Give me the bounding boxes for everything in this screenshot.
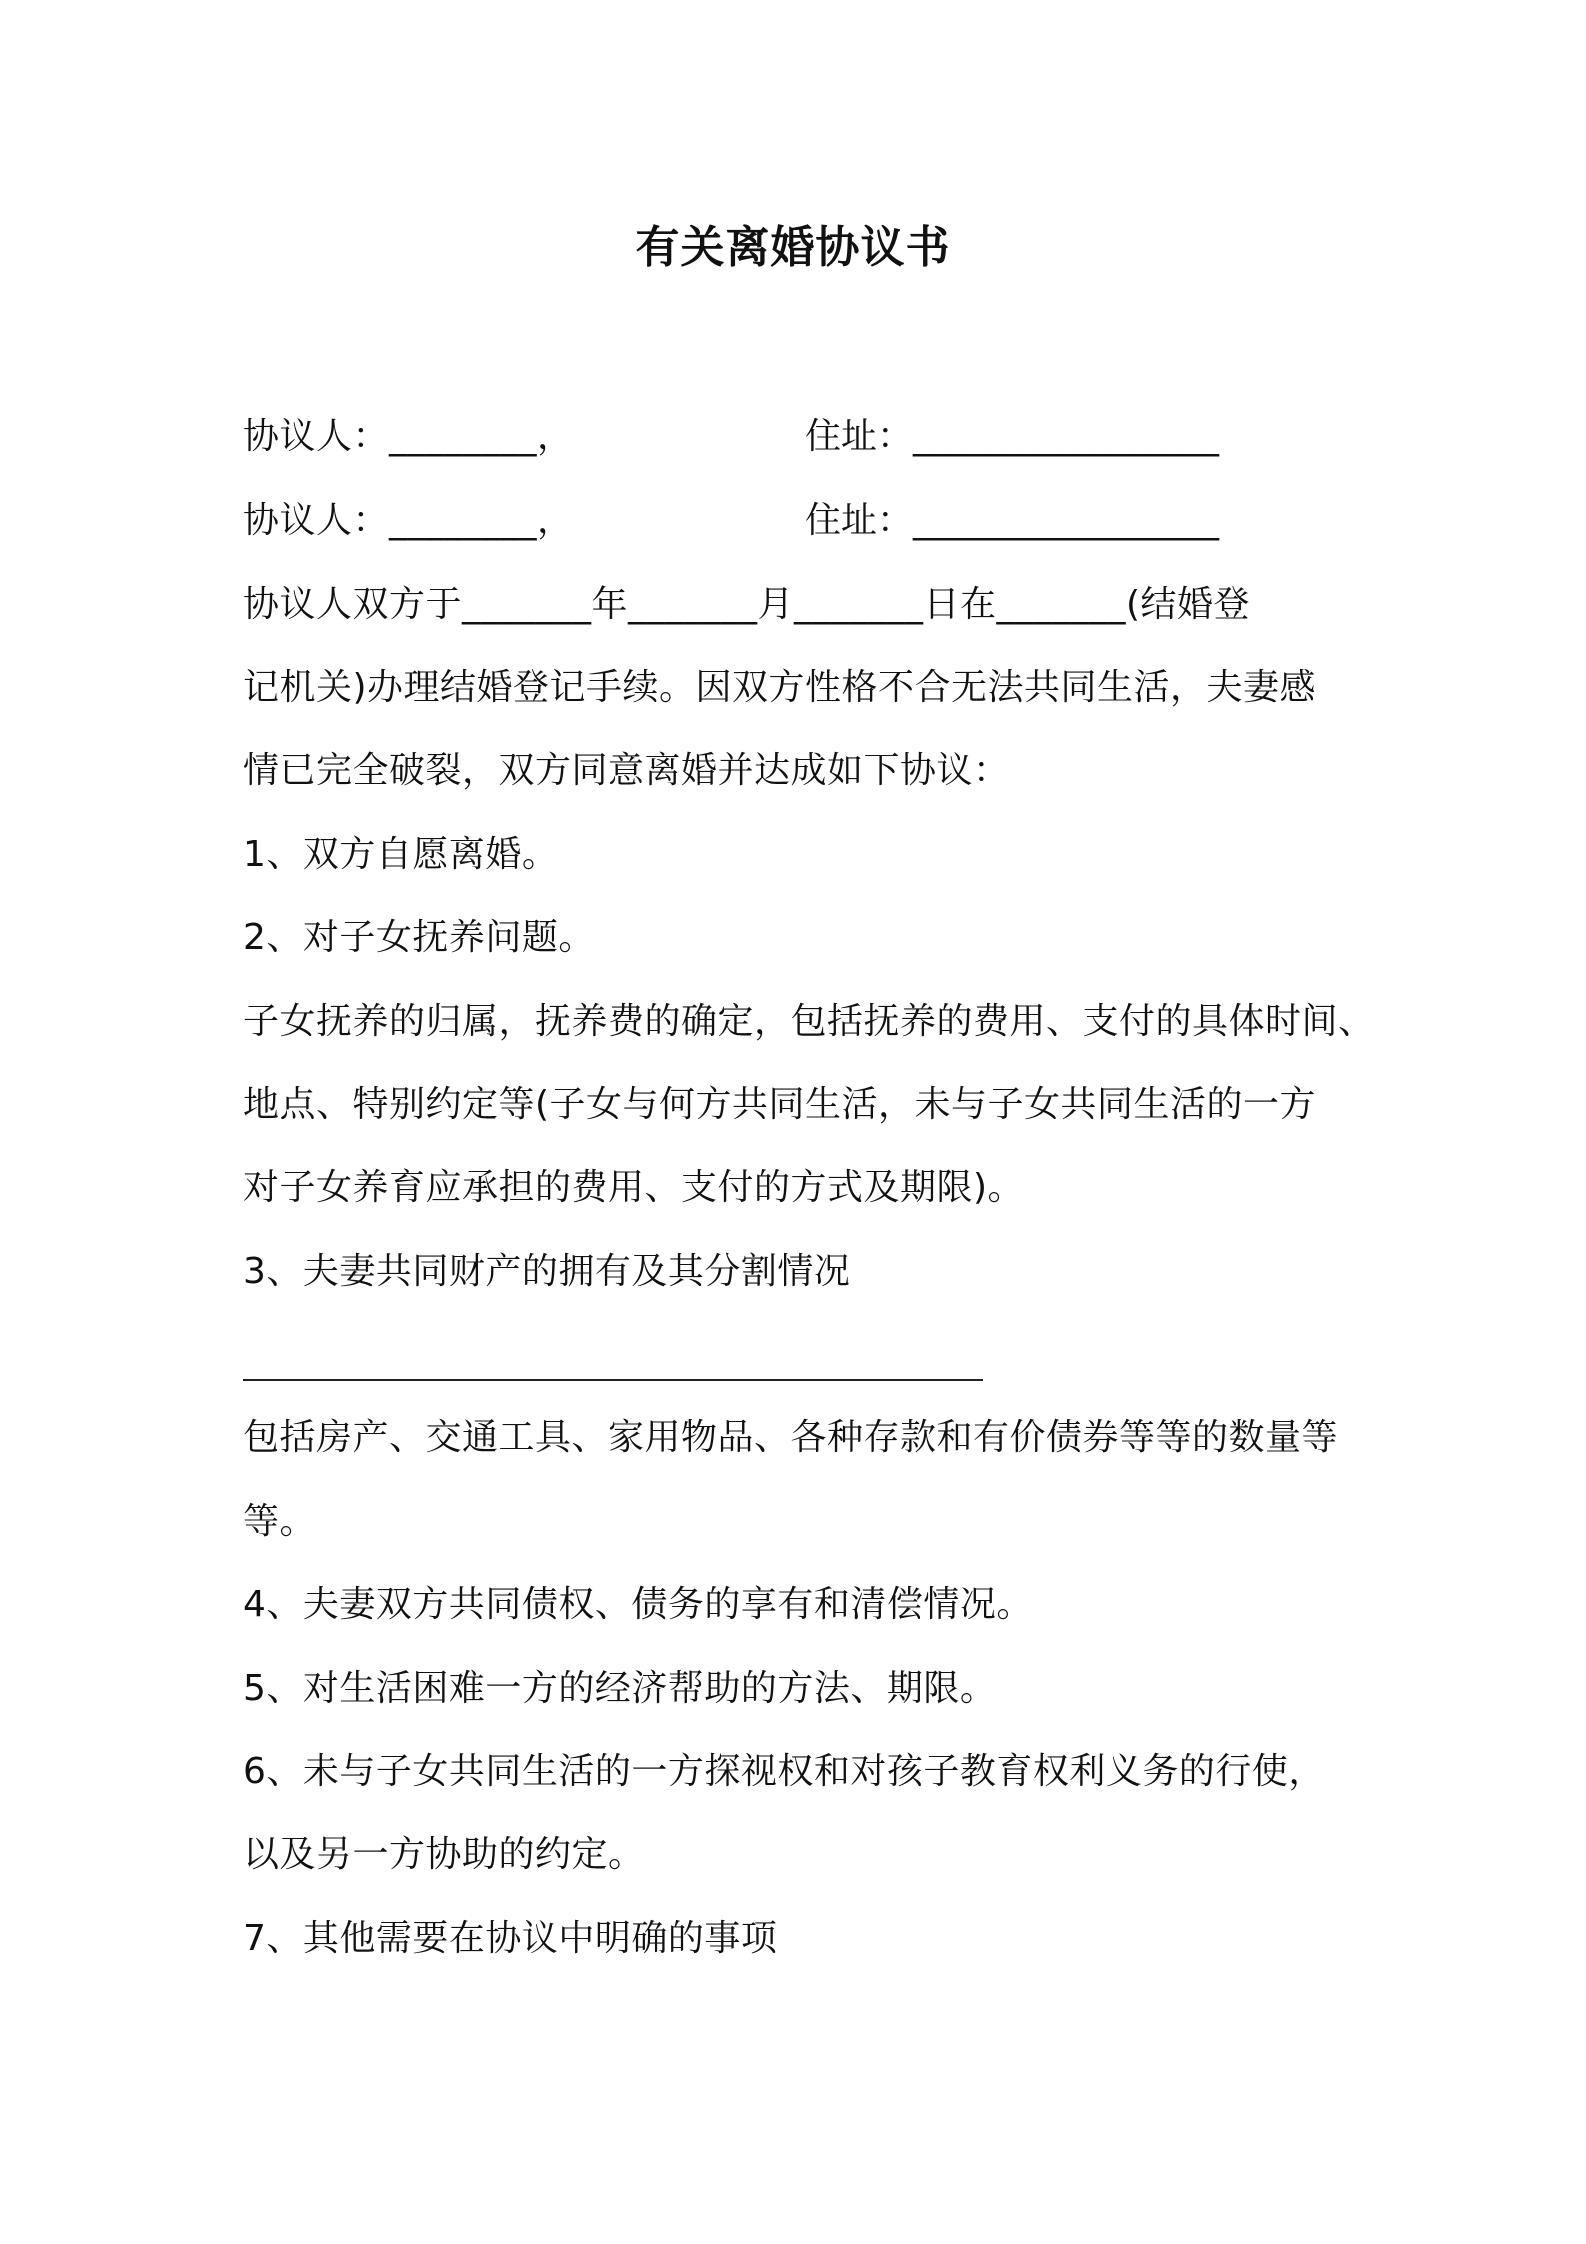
clause-1: 1、双方自愿离婚。 <box>243 834 559 875</box>
intro-line-1: 协议人双方于_______年_______月_______日在_______(结婚登 <box>243 584 1251 625</box>
clause-4: 4、夫妻双方共同债权、债务的享有和清偿情况。 <box>243 1584 1033 1625</box>
intro-line-2: 记机关)办理结婚登记手续。因双方性格不合无法共同生活，夫妻感 <box>243 667 1317 708</box>
intro-line-3: 情已完全破裂，双方同意离婚并达成如下协议： <box>243 750 1010 791</box>
clause-7: 7、其他需要在协议中明确的事项 <box>243 1918 778 1959</box>
clause-5: 5、对生活困难一方的经济帮助的方法、期限。 <box>243 1668 997 1709</box>
address-2-line: 住址：_________________ <box>805 500 1220 541</box>
blank-fill-line <box>243 1379 983 1381</box>
clause-6-line-1: 6、未与子女共同生活的一方探视权和对孩子教育权利义务的行使， <box>243 1751 1325 1792</box>
clause-3: 3、夫妻共同财产的拥有及其分割情况 <box>243 1251 851 1292</box>
party-1-line: 协议人：________， <box>243 416 574 457</box>
clause-3-detail-2: 等。 <box>243 1501 317 1542</box>
clause-3-detail-1: 包括房产、交通工具、家用物品、各种存款和有价债券等等的数量等 <box>243 1417 1339 1458</box>
clause-6-line-2: 以及另一方协助的约定。 <box>243 1834 645 1875</box>
clause-2: 2、对子女抚养问题。 <box>243 917 595 958</box>
party-2-line: 协议人：________， <box>243 500 574 541</box>
document-title: 有关离婚协议书 <box>635 222 951 273</box>
address-1-line: 住址：_________________ <box>805 416 1220 457</box>
clause-2-detail-1: 子女抚养的归属，抚养费的确定，包括抚养的费用、支付的具体时间、 <box>243 1001 1375 1042</box>
clause-2-detail-3: 对子女养育应承担的费用、支付的方式及期限)。 <box>243 1167 1025 1208</box>
clause-2-detail-2: 地点、特别约定等(子女与何方共同生活，未与子女共同生活的一方 <box>243 1084 1317 1125</box>
